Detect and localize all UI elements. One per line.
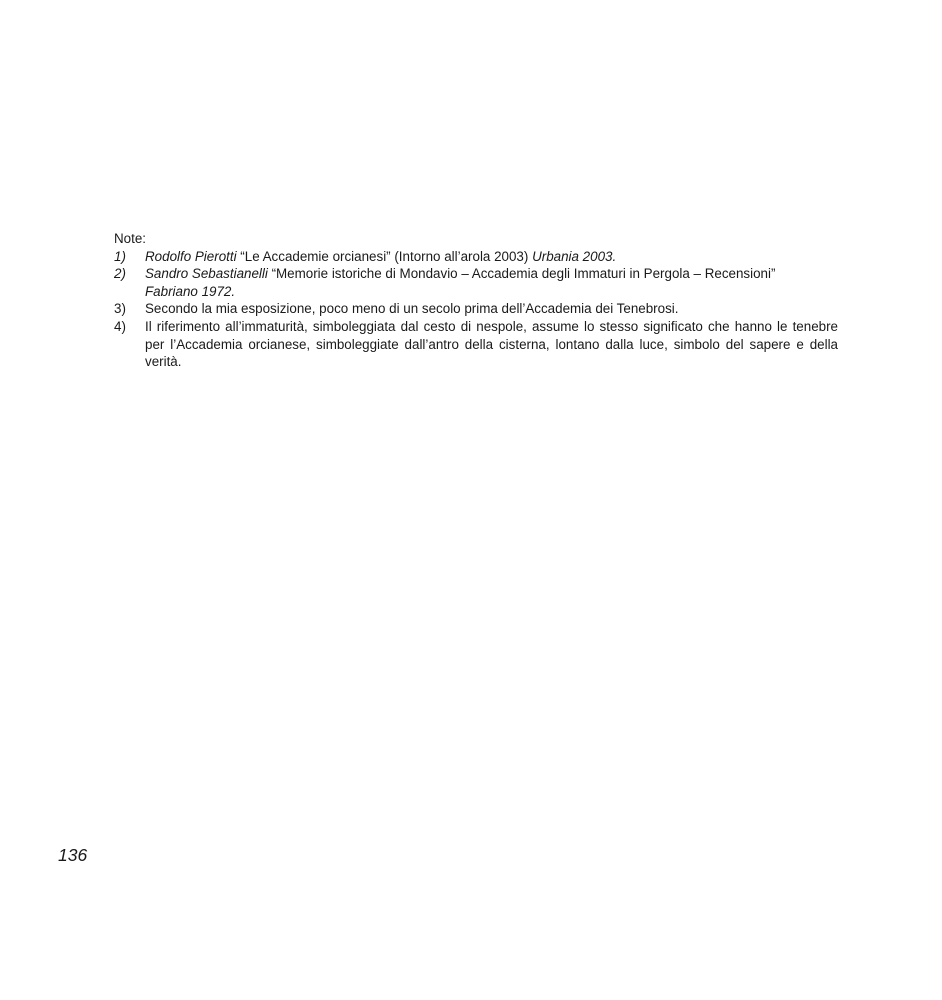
note-text: Secondo la mia esposizione, poco meno di un secolo prima dell’Accademia dei Tenebrosi. xyxy=(145,301,679,317)
note-number: 3) xyxy=(114,301,126,317)
notes-heading: Note: xyxy=(114,231,147,246)
page-number: 136 xyxy=(58,845,88,865)
note-number: 2) xyxy=(114,266,126,282)
note-number: 4) xyxy=(114,318,126,334)
note-item-4 xyxy=(114,318,838,371)
note-item-3 xyxy=(114,300,838,318)
note-item-1 xyxy=(114,248,838,266)
note-author: Rodolfo Pierotti xyxy=(145,248,237,264)
notes-section xyxy=(114,230,838,371)
note-place-year: Fabriano 1972. xyxy=(145,283,236,299)
note-author: Sandro Sebastianelli xyxy=(145,266,268,282)
note-text xyxy=(145,248,838,266)
note-text xyxy=(145,265,838,300)
note-number: 1) xyxy=(114,248,126,264)
note-title: “Memorie istoriche di Mondavio – Accademia degli Immaturi in Pergola – Recensioni” xyxy=(267,266,776,282)
note-item-2 xyxy=(114,265,838,300)
note-title: “Le Accademie orcianesi” (Intorno all’arola 2003) xyxy=(236,248,533,264)
note-place-year: Urbania 2003. xyxy=(532,248,617,264)
note-text: Il riferimento all’immaturità, simboleggiata dal cesto di nespole, assume lo stesso significato che hanno le tenebre per l’Accademia orcianese, simboleggiate dall’antro della cisterna, lontano dalla luce, simbolo del sapere e della verità. xyxy=(145,318,838,370)
